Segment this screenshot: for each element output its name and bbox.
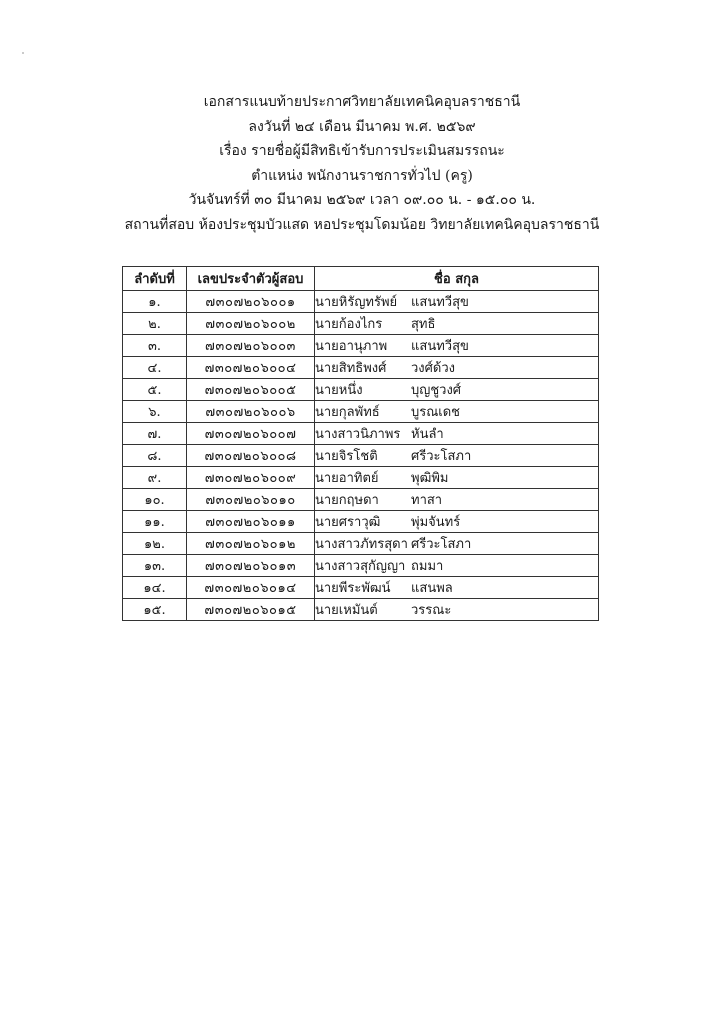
table-row [123, 357, 599, 379]
row-last-name: วงศ์ด้วง [411, 361, 455, 376]
row-last-name: ถมมา [411, 559, 444, 574]
row-name [315, 489, 599, 511]
row-candidate-id: ๗๓๐๗๒๐๖๐๐๓ [187, 335, 315, 357]
row-candidate-id: ๗๓๐๗๒๐๖๐๑๓ [187, 555, 315, 577]
table-row [123, 467, 599, 489]
header-title: เอกสารแนบท้ายประกาศวิทยาลัยเทคนิคอุบลราชธานี [203, 94, 521, 110]
row-last-name: แสนทวีสุข [411, 339, 469, 354]
header-date: ลงวันที่ ๒๔ เดือน มีนาคม พ.ศ. ๒๕๖๙ [248, 118, 476, 135]
row-last-name: สุทธิ [411, 317, 436, 332]
row-name [315, 401, 599, 423]
table-row [123, 313, 599, 335]
row-first-name: นายก้องไกร [315, 317, 383, 332]
table-row [123, 335, 599, 357]
row-seq: ๑๐. [123, 489, 187, 511]
row-candidate-id: ๗๓๐๗๒๐๖๐๐๗ [187, 423, 315, 445]
row-last-name: ทาสา [411, 493, 443, 508]
candidate-table [122, 266, 599, 621]
row-seq: ๑๓. [123, 555, 187, 577]
row-last-name: บูรณเดช [411, 405, 461, 420]
row-first-name: นายอาทิตย์ [315, 471, 379, 486]
row-candidate-id: ๗๓๐๗๒๐๖๐๐๘ [187, 445, 315, 467]
row-seq: ๔. [123, 357, 187, 379]
table-row [123, 511, 599, 533]
row-name [315, 599, 599, 621]
row-last-name: แสนพล [411, 581, 453, 596]
row-last-name: ศรีวะโสภา [411, 449, 472, 464]
row-first-name: นางสาวนิภาพร [315, 427, 401, 442]
row-last-name: พุฒิพิม [411, 471, 449, 486]
row-name [315, 335, 599, 357]
header-seq: ลำดับที่ [123, 267, 187, 291]
row-candidate-id: ๗๓๐๗๒๐๖๐๑๔ [187, 577, 315, 599]
table-row [123, 291, 599, 313]
row-first-name: นายศราวุฒิ [315, 515, 381, 530]
header-exam-venue: สถานที่สอบ ห้องประชุมบัวแสด หอประชุมโดมน้อย วิทยาลัยเทคนิคอุบลราชธานี [124, 216, 600, 233]
row-seq: ๘. [123, 445, 187, 467]
row-name [315, 423, 599, 445]
table-row [123, 445, 599, 467]
row-last-name: บุญชูวงศ์ [411, 383, 462, 398]
row-last-name: ศรีวะโสภา [411, 537, 472, 552]
row-first-name: นางสาวสุกัญญา [315, 559, 406, 574]
row-candidate-id: ๗๓๐๗๒๐๖๐๐๒ [187, 313, 315, 335]
table-row [123, 423, 599, 445]
table-row [123, 599, 599, 621]
row-name [315, 379, 599, 401]
header-exam-time: วันจันทร์ที่ ๓๐ มีนาคม ๒๕๖๙ เวลา ๐๙.๐๐ น. - ๑๕.๐๐ น. [188, 192, 536, 209]
row-seq: ๒. [123, 313, 187, 335]
row-seq: ๓. [123, 335, 187, 357]
row-first-name: นางสาวภัทรสุดา [315, 537, 408, 552]
table-row [123, 379, 599, 401]
row-name [315, 445, 599, 467]
row-seq: ๖. [123, 401, 187, 423]
row-seq: ๙. [123, 467, 187, 489]
row-candidate-id: ๗๓๐๗๒๐๖๐๐๖ [187, 401, 315, 423]
header-position: ตำแหน่ง พนักงานราชการทั่วไป (ครู) [251, 167, 473, 184]
row-name [315, 357, 599, 379]
row-name [315, 577, 599, 599]
row-seq: ๕. [123, 379, 187, 401]
row-candidate-id: ๗๓๐๗๒๐๖๐๑๕ [187, 599, 315, 621]
row-name [315, 291, 599, 313]
row-candidate-id: ๗๓๐๗๒๐๖๐๑๐ [187, 489, 315, 511]
row-candidate-id: ๗๓๐๗๒๐๖๐๐๔ [187, 357, 315, 379]
row-first-name: นายอานุภาพ [315, 339, 388, 354]
row-first-name: นายหนึ่ง [315, 383, 363, 398]
row-name [315, 467, 599, 489]
table-row [123, 489, 599, 511]
row-first-name: นายหิรัญทรัพย์ [315, 295, 398, 310]
row-candidate-id: ๗๓๐๗๒๐๖๐๐๑ [187, 291, 315, 313]
row-candidate-id: ๗๓๐๗๒๐๖๐๑๒ [187, 533, 315, 555]
row-seq: ๑๔. [123, 577, 187, 599]
row-candidate-id: ๗๓๐๗๒๐๖๐๐๕ [187, 379, 315, 401]
header-name: ชื่อ สกุล [315, 267, 599, 291]
row-seq: ๑. [123, 291, 187, 313]
table-body [123, 291, 599, 621]
row-first-name: นายกฤษดา [315, 493, 379, 508]
row-first-name: นายสิทธิพงศ์ [315, 361, 387, 376]
row-last-name: วรรณะ [411, 603, 452, 618]
row-name [315, 555, 599, 577]
row-seq: ๑๕. [123, 599, 187, 621]
table-row [123, 401, 599, 423]
table-row [123, 533, 599, 555]
row-name [315, 511, 599, 533]
row-name [315, 533, 599, 555]
row-seq: ๑๑. [123, 511, 187, 533]
row-last-name: แสนทวีสุข [411, 295, 469, 310]
scan-speck [22, 52, 24, 54]
row-candidate-id: ๗๓๐๗๒๐๖๐๐๙ [187, 467, 315, 489]
document-header [0, 90, 724, 238]
row-first-name: นายกุลพัทธ์ [315, 405, 380, 420]
header-subject: เรื่อง รายชื่อผู้มีสิทธิเข้ารับการประเมินสมรรถนะ [219, 143, 505, 160]
row-last-name: หันลำ [411, 427, 444, 442]
header-candidate-id: เลขประจำตัวผู้สอบ [187, 267, 315, 291]
table-row [123, 577, 599, 599]
row-name [315, 313, 599, 335]
row-first-name: นายพีระพัฒน์ [315, 581, 391, 596]
row-seq: ๑๒. [123, 533, 187, 555]
table-row [123, 555, 599, 577]
row-candidate-id: ๗๓๐๗๒๐๖๐๑๑ [187, 511, 315, 533]
row-last-name: พุ่มจันทร์ [411, 515, 461, 530]
table-header-row [123, 267, 599, 291]
row-seq: ๗. [123, 423, 187, 445]
row-first-name: นายเหมันต์ [315, 603, 378, 618]
row-first-name: นายจิรโชติ [315, 449, 378, 464]
